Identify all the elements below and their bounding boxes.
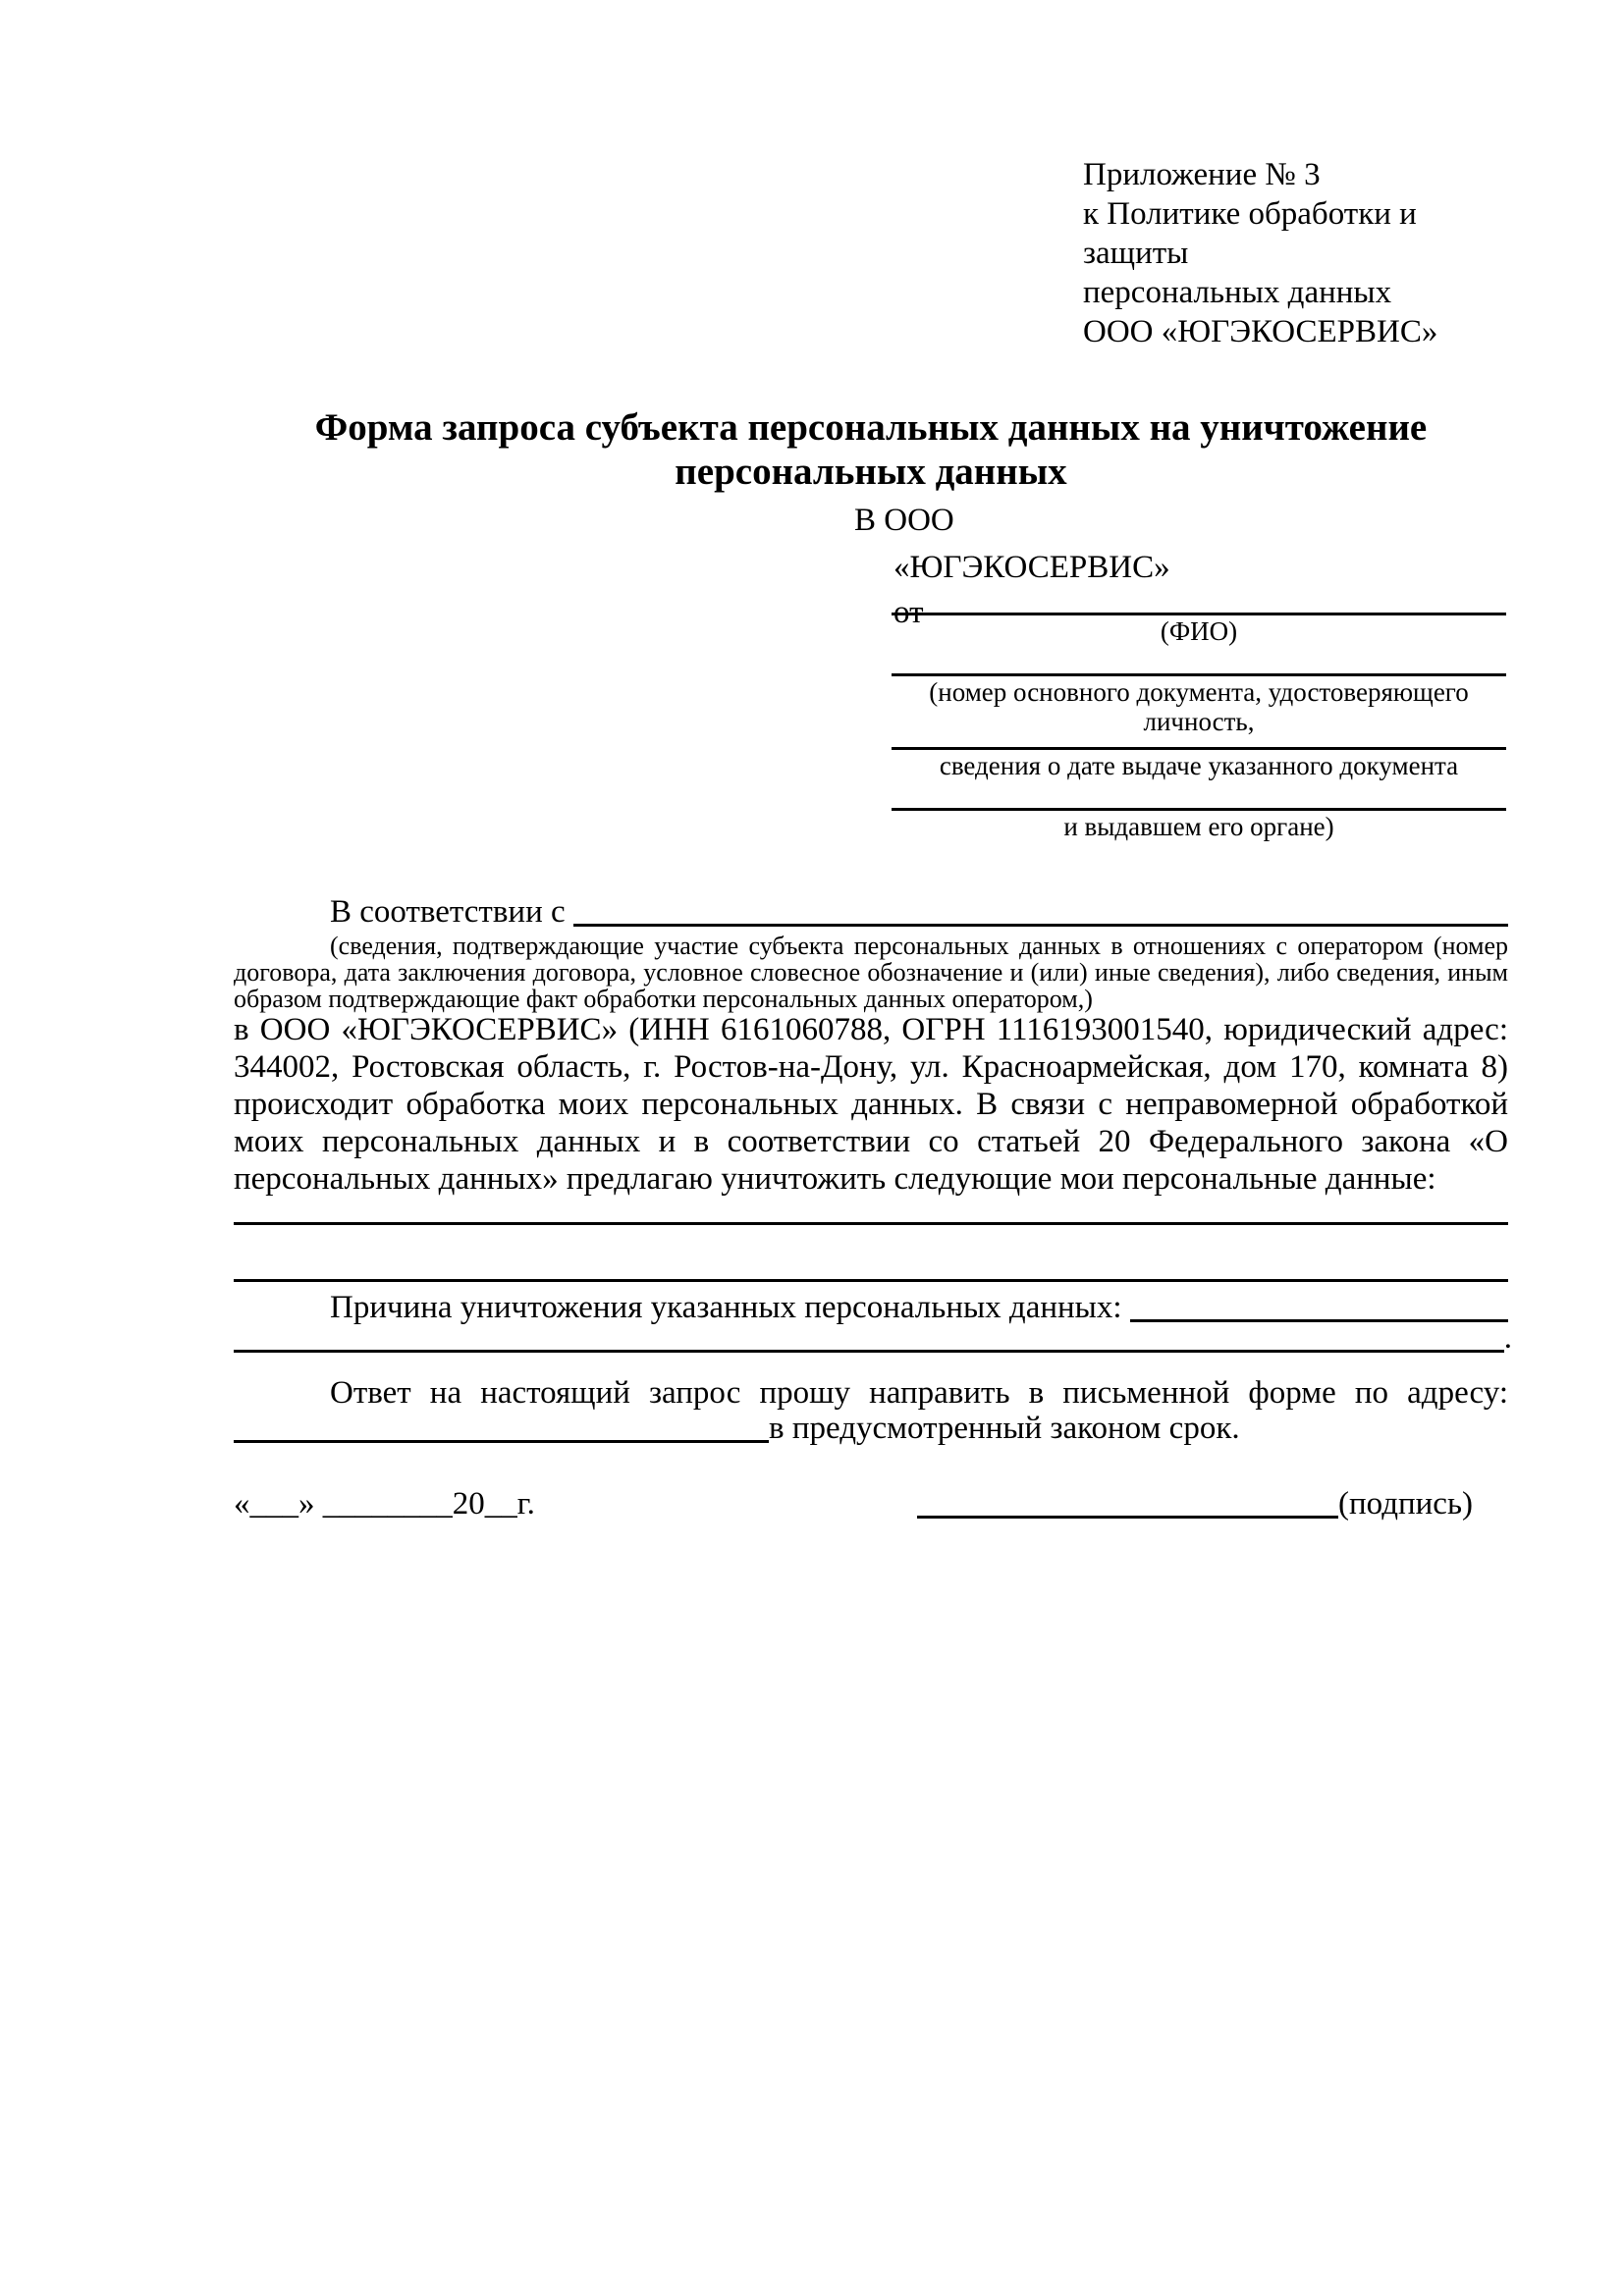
appendix-policy-ref: к Политике обработки и защиты (1083, 196, 1417, 271)
write-in-line-issuing-authority (892, 808, 1506, 811)
appendix-company: ООО «ЮГЭКОСЕРВИС» (1083, 314, 1438, 349)
accordance-lead: В соответствии с (330, 894, 566, 930)
reason-continuation-row (234, 1319, 1512, 1357)
accordance-note: (сведения, подтверждающие участие субъекта персональных данных в отношениях с оператором (номер договора, дата заключения договора, условное словесное обозначение и (или) иные сведения), либо сведения, иным образом подтверждающие факт обработки персональных данных оператором,) (234, 932, 1508, 1013)
body-paragraph: в ООО «ЮГЭКОСЕРВИС» (ИНН 6161060788, ОГРН 1116193001540, юридический адрес: 344002, Ростовская область, г. Ростов-на-Дону, ул. Красноармейская, дом 170, комната 8) происходит обработка моих персональных данных. В связи с неправомерной обработкой моих персональных данных и в соответствии со статьей 20 Федерального закона «О персональных данных» предлагаю уничтожить следующие мои персональные данные: (234, 1012, 1508, 1197)
appendix-policy-ref-2: персональных данных (1083, 275, 1392, 310)
document-title (234, 405, 1508, 494)
data-write-in-line-2 (234, 1279, 1508, 1282)
response-request-line-1: Ответ на настоящий запрос прошу направить в письменной форме по адресу: (330, 1375, 1508, 1411)
write-in-caption-fio: (ФИО) (1160, 616, 1238, 646)
reason-label: Причина уничтожения указанных персональных данных: (330, 1290, 1122, 1325)
accordance-row (234, 893, 1508, 931)
response-request-line-2 (234, 1410, 1508, 1447)
addressee-from: от (893, 595, 924, 630)
document-title-line-2: персональных данных (675, 451, 1067, 493)
response-request-suffix: в предусмотренный законом срок. (769, 1411, 1240, 1446)
addressee-to: В ООО (854, 503, 954, 538)
accordance-write-in-line (573, 924, 1508, 927)
write-in-caption-issuing-authority: и выдавшем его органе) (1063, 812, 1334, 841)
data-write-in-line-1 (234, 1222, 1508, 1225)
reason-write-in-line-2 (234, 1350, 1504, 1353)
addressee-company: «ЮГЭКОСЕРВИС» (893, 550, 1170, 585)
signature-row (917, 1484, 1473, 1523)
appendix-header (1083, 155, 1525, 351)
signature-write-in-line (917, 1516, 1338, 1519)
sentence-period: . (1503, 1320, 1512, 1356)
address-write-in-line (234, 1440, 769, 1443)
write-in-caption-issue-date: сведения о дате выдаче указанного документа (939, 751, 1459, 780)
document-title-line-1: Форма запроса субъекта персональных данных на уничтожение (314, 406, 1428, 449)
date-field: «___» ________20__г. (234, 1486, 535, 1522)
write-in-line-fio (892, 613, 1506, 615)
signature-caption: (подпись) (1338, 1486, 1473, 1522)
appendix-number: Приложение № 3 (1083, 157, 1321, 192)
write-in-line-document-number (892, 673, 1506, 676)
write-in-caption-document-number: (номер основного документа, удостоверяющего личность, (929, 677, 1469, 736)
write-in-line-issue-date (892, 747, 1506, 750)
